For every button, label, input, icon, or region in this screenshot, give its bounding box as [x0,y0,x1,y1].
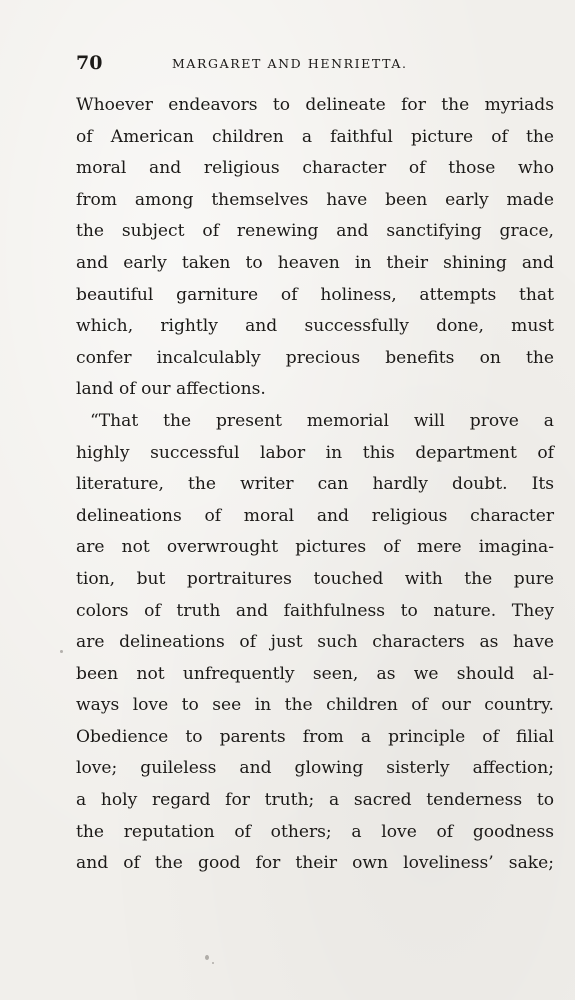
paper-speck [205,955,209,960]
text-line: beautiful garniture of holiness, attempts that [76,284,554,305]
text-line: which, rightly and successfully done, must [76,316,554,337]
text-line: ways love to see in the children of our country. [76,695,554,716]
text-line: land of our affections. [76,379,266,400]
body-text [76,90,554,880]
text-line: are not overwrought pictures of mere imagina- [76,537,554,558]
text-line: love; guileless and glowing sisterly affection; [76,758,554,779]
page-header [76,50,554,76]
text-line: moral and religious character of those who [76,158,554,179]
text-line: Obedience to parents from a principle of filial [76,726,554,747]
text-line: the reputation of others; a love of goodness [76,821,554,842]
text-line: colors of truth and faithfulness to nature. They [76,600,554,621]
text-line: been not unfrequently seen, as we should al- [76,663,554,684]
paper-speck [60,650,63,653]
text-line: a holy regard for truth; a sacred tenderness to [76,790,554,811]
text-line: delineations of moral and religious character [76,505,554,526]
text-line: from among themselves have been early made [76,189,554,210]
text-line: and early taken to heaven in their shining and [76,252,554,273]
text-line: and of the good for their own loveliness’ sake; [76,853,554,874]
text-line: confer incalculably precious benefits on the [76,347,554,368]
text-line: the subject of renewing and sanctifying grace, [76,221,554,242]
paragraph-1 [76,90,554,406]
text-line: highly successful labor in this department of [76,442,554,463]
page-number: 70 [76,52,103,74]
running-title: MARGARET AND HENRIETTA. [172,56,408,71]
text-line: Whoever endeavors to delineate for the myriads [76,95,554,115]
text-line: are delineations of just such characters as have [76,632,554,653]
text-line: of American children a faithful picture of the [76,126,554,147]
text-line: tion, but portraitures touched with the pure [76,568,554,589]
paper-speck [212,962,214,964]
text-line: literature, the writer can hardly doubt. Its [76,474,554,495]
text-line: “That the present memorial will prove a [90,410,554,431]
paragraph-2 [76,406,554,880]
